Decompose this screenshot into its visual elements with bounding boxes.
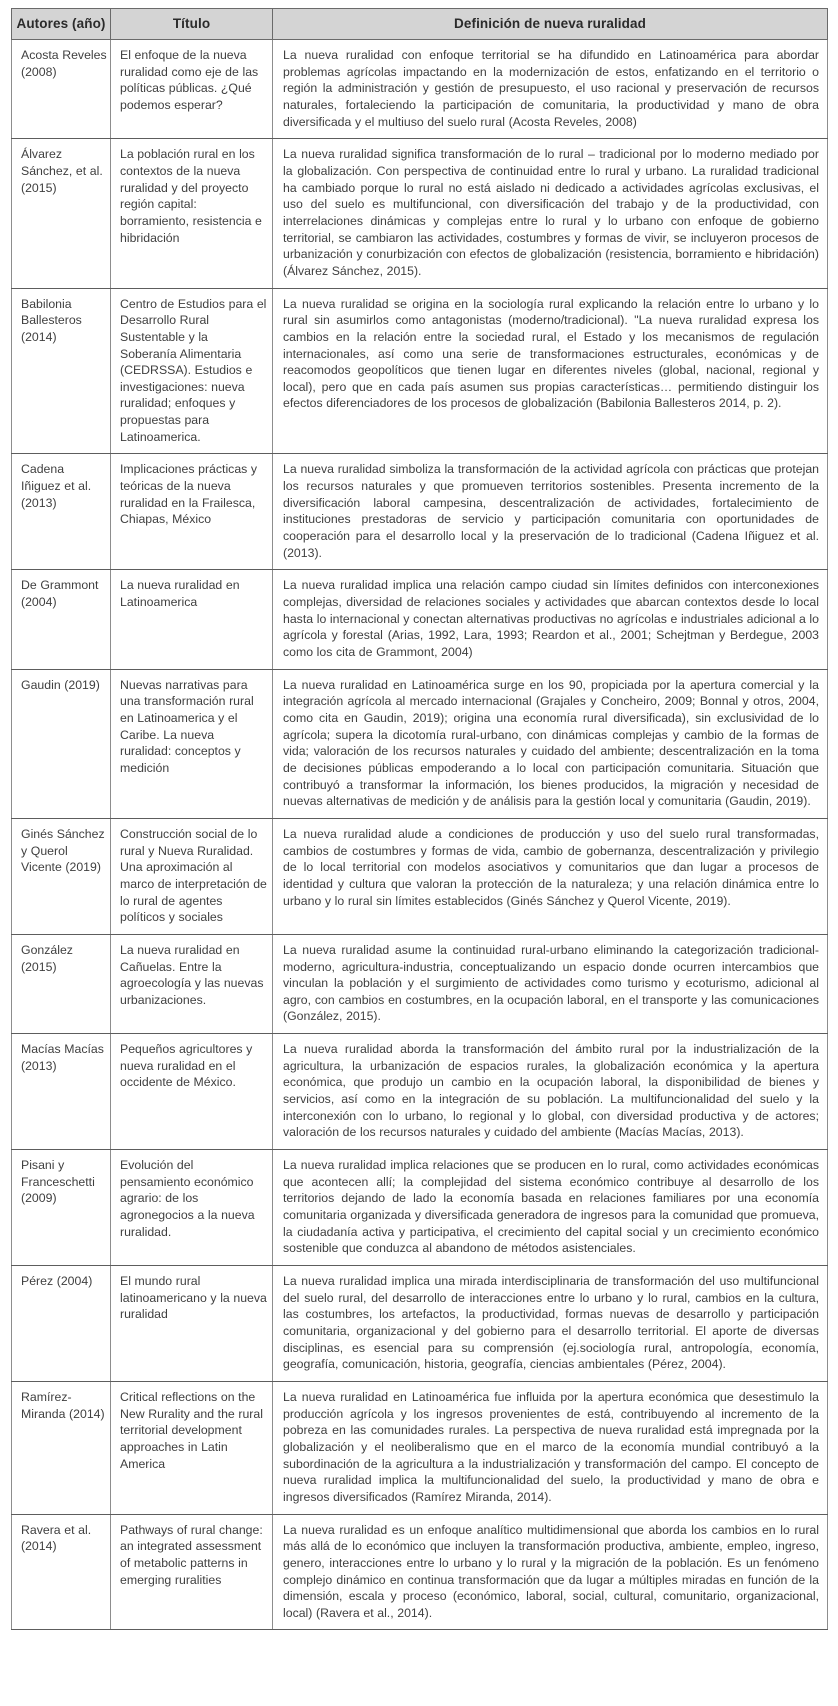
- cell-titulo: La nueva ruralidad en Latinoamerica: [111, 570, 273, 669]
- cell-autores: De Grammont (2004): [12, 570, 111, 669]
- table-row: [12, 1381, 828, 1514]
- cell-autores: Babilonia Ballesteros (2014): [12, 288, 111, 454]
- column-header-definicion: Definición de nueva ruralidad: [273, 9, 828, 40]
- table-header-row: [12, 9, 828, 40]
- cell-autores: Cadena Iñiguez et al. (2013): [12, 454, 111, 570]
- table-row: [12, 818, 828, 934]
- cell-definicion: La nueva ruralidad implica una relación campo ciudad sin límites definidos con interconexiones complejas, diversidad de relaciones sociales y actividades que abarcan contextos desde lo local hasta lo internacional y conectan alternativas productivas no agrícolas e industriales adicional a lo agrícola y forestal (Arias, 1992, Lara, 1993; Reardon et al., 2001; Schejtman y Berdegue, 2003 como los cita de Grammont, 2004): [273, 570, 828, 669]
- column-header-titulo: Título: [111, 9, 273, 40]
- table-row: [12, 934, 828, 1033]
- cell-definicion: La nueva ruralidad implica una mirada interdisciplinaria de transformación del uso multifuncional del suelo rural, del desarrollo de interacciones entre lo urbano y lo rural, cambios en la cultura, las costumbres, los artefactos, la productividad, formas nuevas de desarrollo y participación comunitaria, organizacional y del gobierno para el desarrollo territorial. El aporte de diversas disciplinas, es esencial para su comprensión (ej.sociología rural, antropología, economía, geografía, comunicación, historia, geografía, ciencias ambientales (Pérez, 2004).: [273, 1266, 828, 1382]
- cell-definicion: La nueva ruralidad implica relaciones que se producen en lo rural, como actividades económicas que acontecen allí; la complejidad del sistema económico contribuye al desarrollo de los territorios dejando de lado la economía basada en relaciones familiares por una economía comunitaria organizada y diversificada generadora de ingresos para la comunidad que promueva, la ciudadanía activa y participativa, el crecimiento del capital social y un crecimiento económico sostenible que conduzca al abandono de métodos asistenciales.: [273, 1150, 828, 1266]
- table-row: [12, 1034, 828, 1150]
- cell-definicion: La nueva ruralidad en Latinoamérica fue influida por la apertura económica que desestimulo la producción agrícola y los ingresos provenientes de está, contribuyendo al incremento de la pobreza en las comunidades rurales. La perspectiva de nueva ruralidad está impregnada por la globalización y el neoliberalismo que en el marco de la economía mundial contribuyó a la subordinación de la agricultura a la industrialización y transformación del campo. El concepto de nueva ruralidad implica la multifuncionalidad del suelo, la productividad y mano de obra e ingresos diversificados (Ramírez Miranda, 2014).: [273, 1381, 828, 1514]
- table-row: [12, 1514, 828, 1630]
- cell-titulo: El mundo rural latinoamericano y la nueva ruralidad: [111, 1266, 273, 1382]
- literature-review-table: [11, 8, 828, 1630]
- cell-definicion: La nueva ruralidad en Latinoamérica surge en los 90, propiciada por la apertura comercial y la integración agrícola al mercado internacional (Grajales y Concheiro, 2009; Bonnal y otros, 2004, como cita en Gaudin, 2019); origina una economía rural diversificada), sin exclusividad de lo agrícola; supera la dicotomía rural-urbano, con dinámicas complejas y cambio de la formas de vida; valoración de los recursos naturales y cuidado del ambiente; descentralización en la toma de decisiones públicas empoderando a lo local con participación comunitaria. Situación que contribuyó a transformar la información, los bienes producidos, la migración y necesidad de nuevas alternativas de medición y de análisis para la gestión local y comunitaria (Gaudin, 2019).: [273, 669, 828, 818]
- cell-autores: Gaudin (2019): [12, 669, 111, 818]
- cell-definicion: La nueva ruralidad se origina en la sociología rural explicando la relación entre lo urbano y lo rural sin asumirlos como antagonistas (moderno/tradicional). "La nueva ruralidad expresa los cambios en la relación entre la sociedad rural, el Estado y los mecanismos de regulación internacionales, así como una serie de transformaciones estructurales, económicas y de reacomodos geopolíticos que tienen lugar en diferentes niveles (global, nacional, regional y local), pero que en cada país asumen sus propias características… permitiendo distinguir los efectos diferenciadores de los procesos de globalización (Babilonia Ballesteros 2014, p. 2).: [273, 288, 828, 454]
- table-row: [12, 139, 828, 288]
- cell-titulo: Evolución del pensamiento económico agrario: de los agronegocios a la nueva ruralidad.: [111, 1150, 273, 1266]
- cell-titulo: Pathways of rural change: an integrated assessment of metabolic patterns in emerging ruralities: [111, 1514, 273, 1630]
- cell-definicion: La nueva ruralidad asume la continuidad rural-urbano eliminando la categorización tradicional-moderno, agricultura-industria, conceptualizando un espacio donde ocurren intercambios que vinculan la población y el surgimiento de actividades como turismo y ecoturismo, adicional al agro, con cambios en costumbres, en la ocupación laboral, en el transporte y las comunicaciones (González, 2015).: [273, 934, 828, 1033]
- table-row: [12, 288, 828, 454]
- table-row: [12, 40, 828, 139]
- table-row: [12, 570, 828, 669]
- cell-titulo: Construcción social de lo rural y Nueva Ruralidad. Una aproximación al marco de interpretación de lo rural de agentes políticos y sociales: [111, 818, 273, 934]
- cell-titulo: Critical reflections on the New Rurality and the rural territorial development approaches in Latin America: [111, 1381, 273, 1514]
- cell-autores: Pérez (2004): [12, 1266, 111, 1382]
- cell-autores: Álvarez Sánchez, et al. (2015): [12, 139, 111, 288]
- cell-titulo: Implicaciones prácticas y teóricas de la nueva ruralidad en la Frailesca, Chiapas, México: [111, 454, 273, 570]
- cell-definicion: La nueva ruralidad simboliza la transformación de la actividad agrícola con prácticas que protejan los recursos naturales y que promueven territorios sostenibles. Presenta incremento de la diversificación laboral campesina, descentralización de actividades, fortalecimiento de instituciones prestadoras de servicio y participación comunitaria con oportunidades de cooperación para el desarrollo local y la preservación de lo tradicional (Cadena Iñiguez et al. (2013).: [273, 454, 828, 570]
- cell-autores: Acosta Reveles (2008): [12, 40, 111, 139]
- cell-definicion: La nueva ruralidad alude a condiciones de producción y uso del suelo rural transformadas, cambios de costumbres y formas de vida, cambio de gobernanza, descentralización y privilegio de lo local territorial con modelos asociativos y comunitarios que dan lugar a procesos de identidad y cultura que valoran la protección de la naturaleza; y una relación dinámica entre lo urbano y lo rural sin límites establecidos (Ginés Sánchez y Querol Vicente, 2019).: [273, 818, 828, 934]
- table-body: [12, 40, 828, 1630]
- cell-titulo: Pequeños agricultores y nueva ruralidad en el occidente de México.: [111, 1034, 273, 1150]
- cell-autores: Ginés Sánchez y Querol Vicente (2019): [12, 818, 111, 934]
- cell-titulo: Centro de Estudios para el Desarrollo Rural Sustentable y la Soberanía Alimentaria (CEDRSSA). Estudios e investigaciones: nueva ruralidad; enfoques y propuestas para Latinoamerica.: [111, 288, 273, 454]
- table-row: [12, 1266, 828, 1382]
- table-row: [12, 454, 828, 570]
- cell-titulo: La población rural en los contextos de la nueva ruralidad y del proyecto región capital: borramiento, resistencia e hibridación: [111, 139, 273, 288]
- table-row: [12, 669, 828, 818]
- cell-autores: Pisani y Franceschetti (2009): [12, 1150, 111, 1266]
- cell-autores: Ramírez-Miranda (2014): [12, 1381, 111, 1514]
- cell-definicion: La nueva ruralidad aborda la transformación del ámbito rural por la industrialización de la agricultura, la urbanización de espacios rurales, la globalización económica y la apertura económica, que produjo un cambio en la ocupación laboral, la disponibilidad de bienes y servicios, así como en la integración de su población. La multifuncionalidad del suelo y la interconexión con lo urbano, lo regional y lo global, con diversidad productiva y de actores; valoración de los recursos naturales y cuidado del ambiente (Macías Macías, 2013).: [273, 1034, 828, 1150]
- cell-definicion: La nueva ruralidad con enfoque territorial se ha difundido en Latinoamérica para abordar problemas agrícolas impactando en la modernización de estos, enfatizando en el territorio o región la administración y gestión de presupuesto, el uso racional y preservación de recursos naturales, fortaleciendo la participación de comunitaria, la productividad y mano de obra diversificada y el multiuso del suelo rural (Acosta Reveles, 2008): [273, 40, 828, 139]
- column-header-autores: Autores (año): [12, 9, 111, 40]
- cell-autores: Macías Macías (2013): [12, 1034, 111, 1150]
- table-row: [12, 1150, 828, 1266]
- cell-titulo: Nuevas narrativas para una transformación rural en Latinoamerica y el Caribe. La nueva ruralidad: conceptos y medición: [111, 669, 273, 818]
- cell-autores: González (2015): [12, 934, 111, 1033]
- cell-titulo: El enfoque de la nueva ruralidad como eje de las políticas públicas. ¿Qué podemos esperar?: [111, 40, 273, 139]
- table-header: [12, 9, 828, 40]
- cell-titulo: La nueva ruralidad en Cañuelas. Entre la agroecología y las nuevas urbanizaciones.: [111, 934, 273, 1033]
- cell-autores: Ravera et al. (2014): [12, 1514, 111, 1630]
- cell-definicion: La nueva ruralidad significa transformación de lo rural – tradicional por lo moderno mediado por la globalización. Con perspectiva de continuidad entre lo rural y urbano. La ruralidad tradicional ha cambiado porque lo rural no está aislado ni dedicado a actividades agrícolas exclusivas, el uso del suelo es multifuncional, con diversificación del trabajo y de la productividad, con interrelaciones dinámicas y complejas entre lo rural y lo urbano con enfoque de gobierno territorial, se cambiaron las actividades, costumbres y formas de vivir, se incluyeron procesos de urbanización y conurbización con efectos de globalización (resistencia, borramiento e hibridación) (Álvarez Sánchez, 2015).: [273, 139, 828, 288]
- cell-definicion: La nueva ruralidad es un enfoque analítico multidimensional que aborda los cambios en lo rural más allá de lo económico que incluyen la transformación productiva, ambiente, empleo, ingreso, genero, interacciones entre lo urbano y lo rural y la migración de la población. Es un fenómeno complejo dinámico en continua transformación que da lugar a múltiples miradas en función de la dimensión, escala y proceso (económico, laboral, social, cultural, comunitario, organizacional, local) (Ravera et al., 2014).: [273, 1514, 828, 1630]
